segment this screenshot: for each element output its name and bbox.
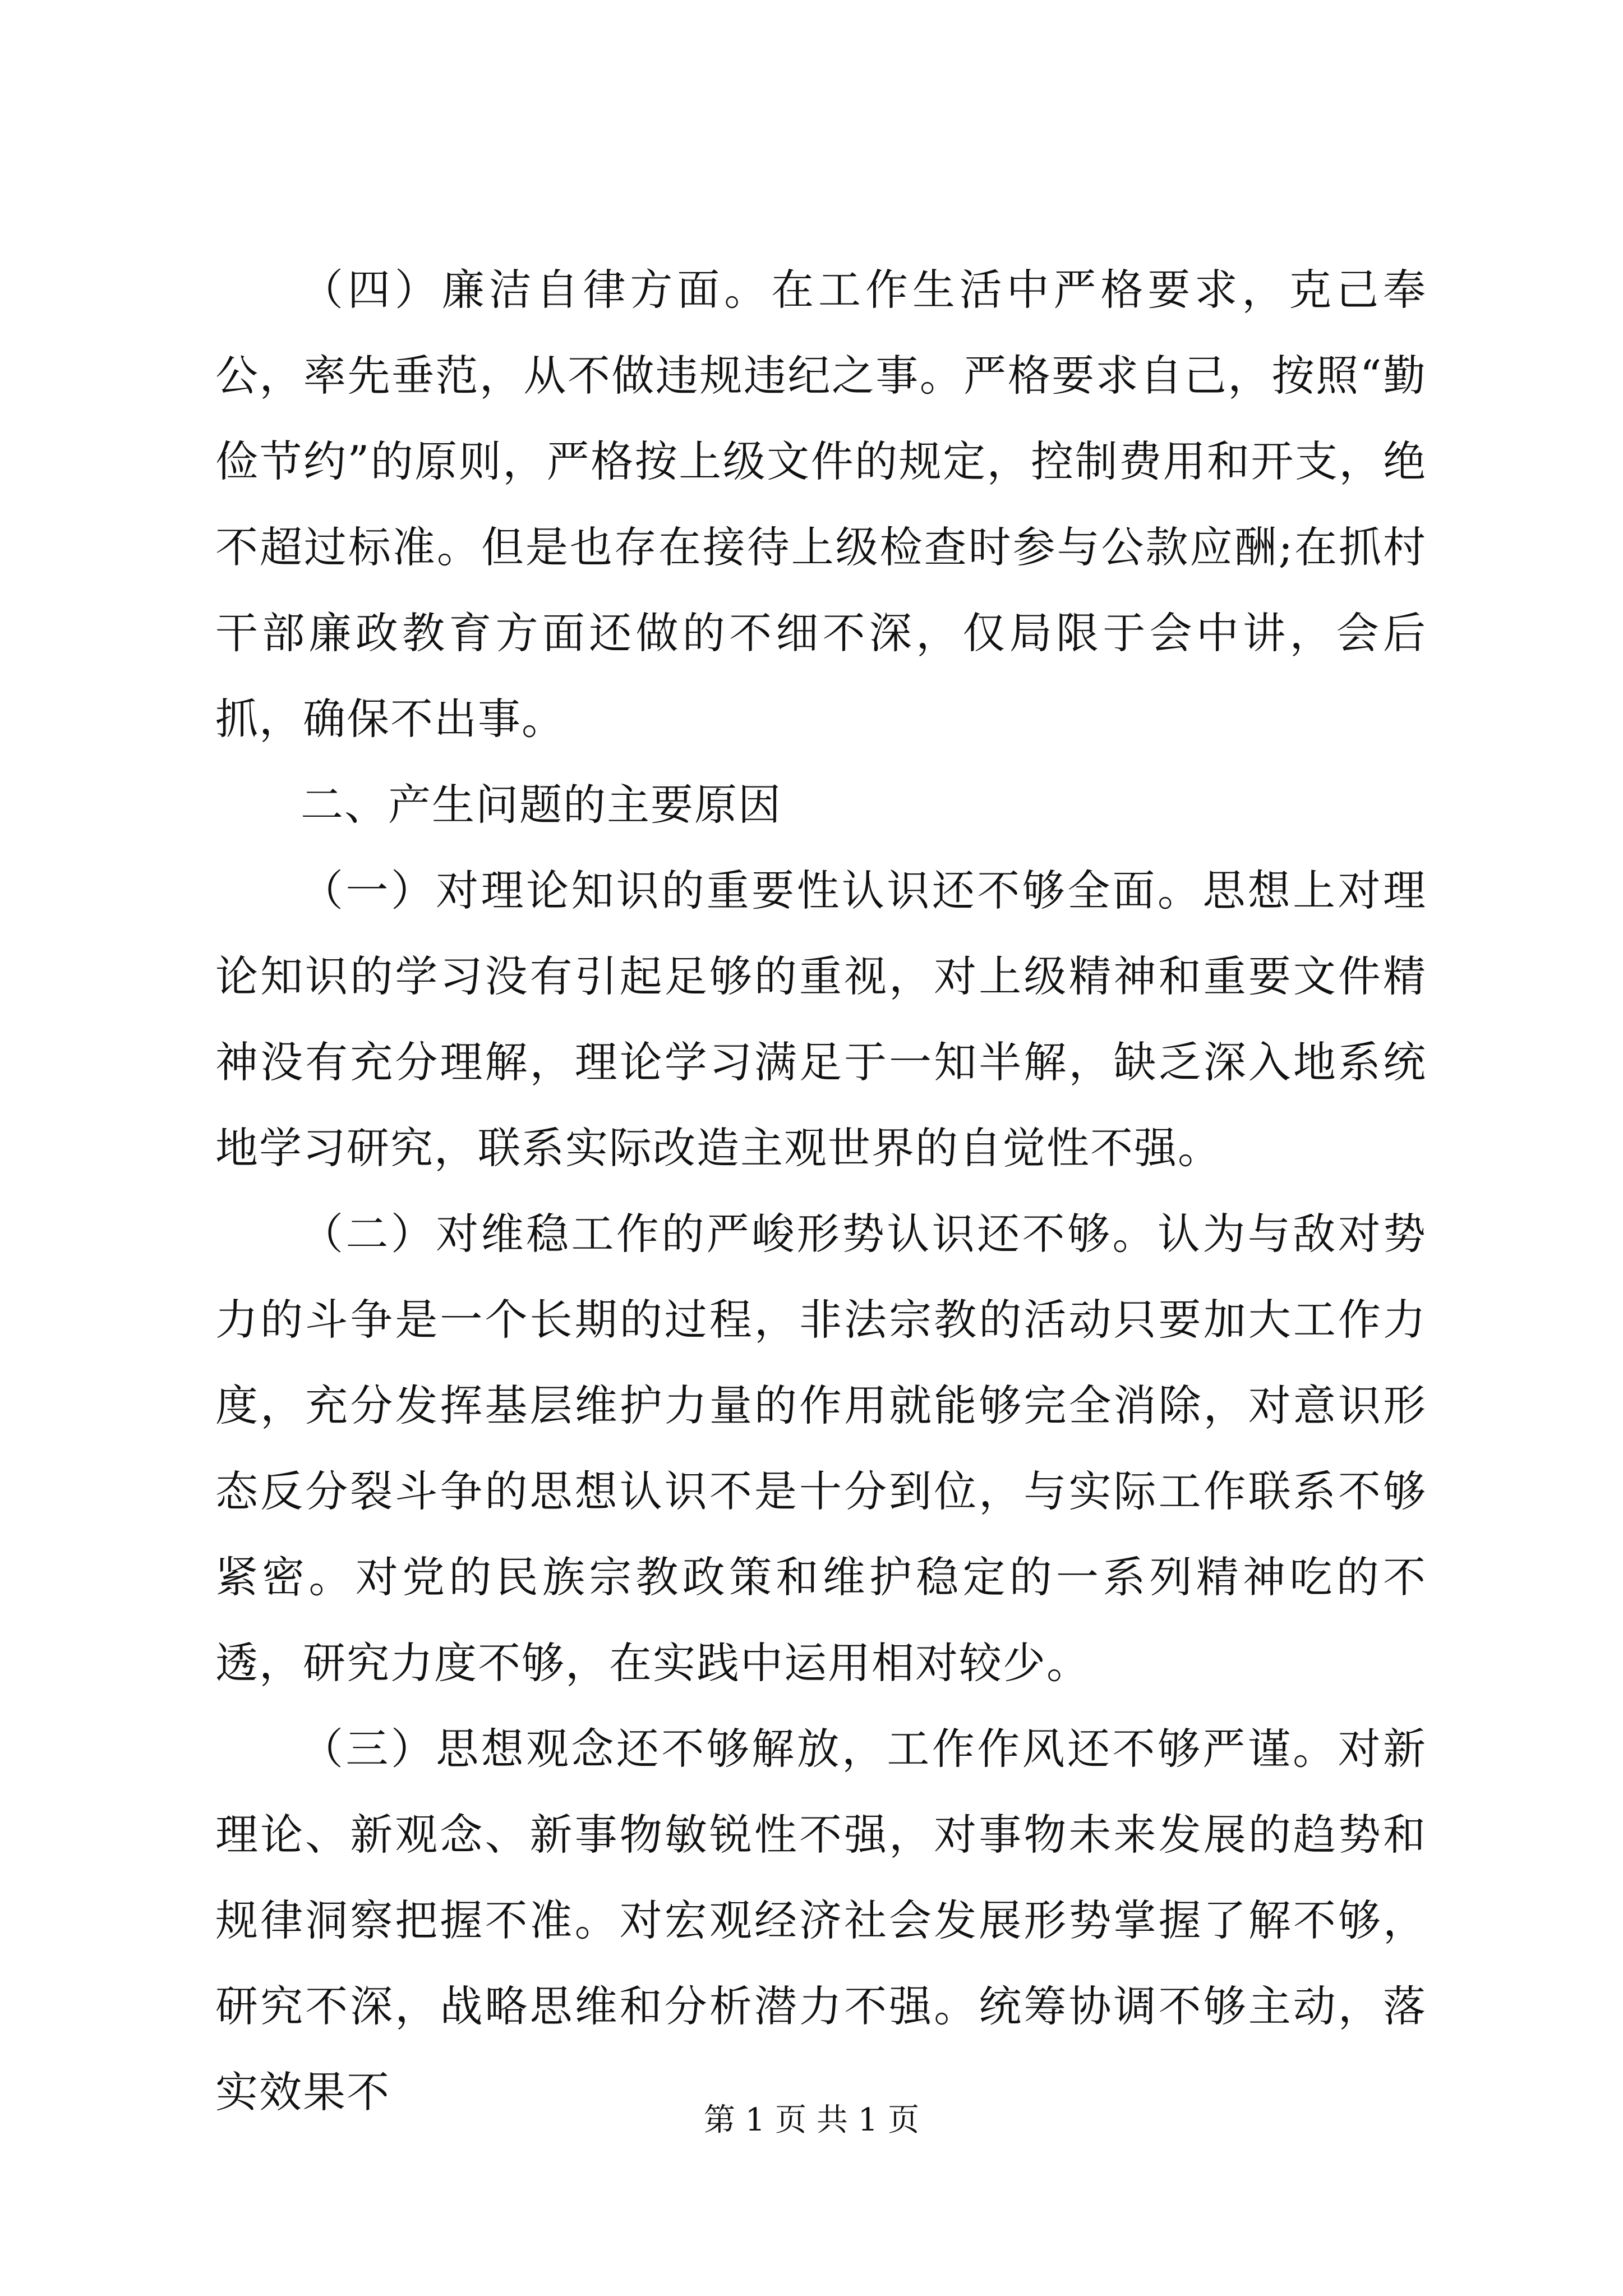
- document-body: [215, 247, 1427, 2135]
- section-heading-main-causes: 二、产生问题的主要原因: [301, 780, 782, 830]
- paragraph-thinking-style: （三）思想观念还不够解放，工作作风还不够严谨。对新理论、新观念、新事物敏锐性不强，对事物未来发展的趋势和规律洞察把握不准。对宏观经济社会发展形势掌握了解不够，研究不深，战略思维和分析潜力不强。统筹协调不够主动，落实效果不: [215, 1724, 1427, 2117]
- paragraph-stability-work: （二）对维稳工作的严峻形势认识还不够。认为与敌对势力的斗争是一个长期的过程，非法宗教的活动只要加大工作力度，充分发挥基层维护力量的作用就能够完全消除，对意识形态反分裂斗争的思想认识不是十分到位，与实际工作联系不够紧密。对党的民族宗教政策和维护稳定的一系列精神吃的不透，研究力度不够，在实践中运用相对较少。: [215, 1209, 1427, 1688]
- paragraph-integrity-self-discipline: （四）廉洁自律方面。在工作生活中严格要求，克己奉公，率先垂范，从不做违规违纪之事。严格要求自己，按照“勤俭节约”的原则，严格按上级文件的规定，控制费用和开支，绝不超过标准。但是也存在接待上级检查时参与公款应酬;在抓村干部廉政教育方面还做的不细不深，仅局限于会中讲，会后抓，确保不出事。: [215, 265, 1427, 744]
- paragraph-theory-knowledge: （一）对理论知识的重要性认识还不够全面。思想上对理论知识的学习没有引起足够的重视，对上级精神和重要文件精神没有充分理解，理论学习满足于一知半解，缺乏深入地系统地学习研究，联系实际改造主观世界的自觉性不强。: [215, 866, 1427, 1173]
- page-footer: 第 1 页 共 1 页: [703, 2102, 920, 2138]
